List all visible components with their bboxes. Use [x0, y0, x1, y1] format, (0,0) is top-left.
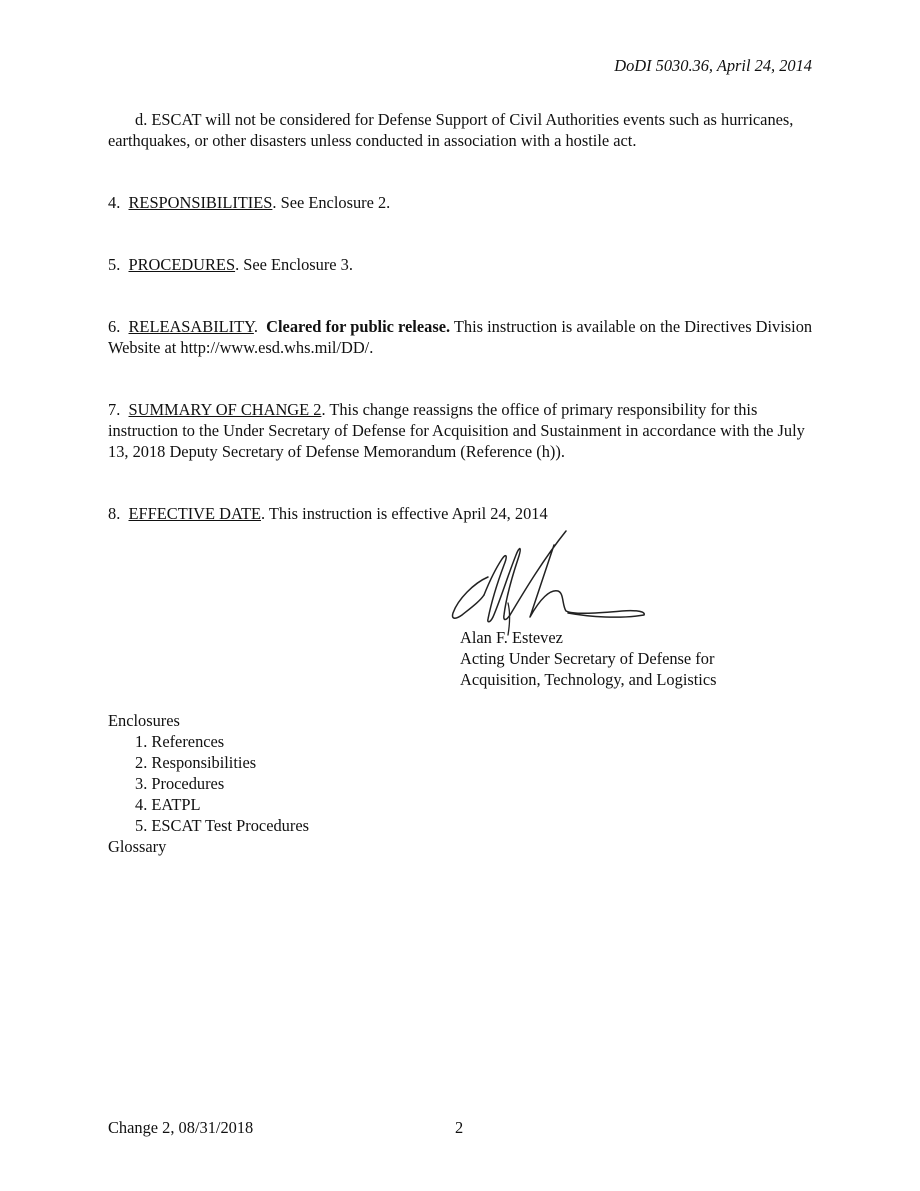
- section-8: [108, 503, 818, 524]
- footer-change-note: Change 2, 08/31/2018: [108, 1118, 254, 1137]
- section-text: . See Enclosure 3.: [235, 255, 353, 274]
- section-6: 6. RELEASABILITY. Cleared for public release. This instruction is available on the Directives Division Website at http://www.esd.whs.mil/DD/.: [108, 317, 813, 357]
- enclosure-item: 5. ESCAT Test Procedures: [135, 816, 309, 835]
- signatory-title-line-1: Acting Under Secretary of Defense for: [460, 649, 715, 668]
- enclosure-item: 1. References: [135, 732, 225, 751]
- paragraph-d: d. ESCAT will not be considered for Defense Support of Civil Authorities events such as hurricanes, earthquakes, or other disasters unless conducted in association with a hostile act.: [108, 110, 794, 150]
- section-number: 6.: [108, 317, 121, 336]
- enclosure-item: 2. Responsibilities: [135, 753, 257, 772]
- section-7: [108, 399, 818, 462]
- section-number: 8.: [108, 504, 121, 523]
- signatory-title-line-2: Acquisition, Technology, and Logistics: [460, 670, 717, 689]
- signature-block: [460, 627, 820, 690]
- glossary-entry: Glossary: [108, 837, 167, 856]
- enclosure-item: 3. Procedures: [135, 774, 225, 793]
- section-number: 7.: [108, 400, 121, 419]
- section-title-effective-date: EFFECTIVE DATE: [128, 504, 261, 523]
- signatory-name: Alan F. Estevez: [460, 628, 563, 647]
- section-text: This instruction is available on the Directives Division Website at http://www.esd.whs.mil/DD/.: [108, 317, 813, 357]
- release-statement: Cleared for public release.: [266, 317, 451, 336]
- section-title-releasability: RELEASABILITY: [128, 317, 254, 336]
- handwritten-signature: [450, 525, 650, 640]
- section-5: [108, 254, 818, 275]
- section-text: . This instruction is effective April 24, 2014: [261, 504, 548, 523]
- enclosure-item: 4. EATPL: [135, 795, 201, 814]
- section-text: . See Enclosure 2.: [272, 193, 391, 212]
- enclosures-list: [108, 710, 508, 857]
- enclosures-heading: Enclosures: [108, 711, 180, 730]
- section-4: [108, 192, 818, 213]
- section-number: 5.: [108, 255, 121, 274]
- section-title-responsibilities: RESPONSIBILITIES: [128, 193, 273, 212]
- document-reference-header: DoDI 5030.36, April 24, 2014: [614, 56, 812, 75]
- footer-page-number: 2: [455, 1118, 464, 1137]
- section-text: . This change reassigns the office of primary responsibility for this instruction to the Under Secretary of Defense for Acquisition and Sustainment in accordance with the July 13, 2018 Deputy Secretary of Defense Memorandum (Reference (h)).: [108, 400, 805, 461]
- section-title-summary-of-change: SUMMARY OF CHANGE 2: [128, 400, 322, 419]
- section-number: 4.: [108, 193, 121, 212]
- section-title-procedures: PROCEDURES: [128, 255, 236, 274]
